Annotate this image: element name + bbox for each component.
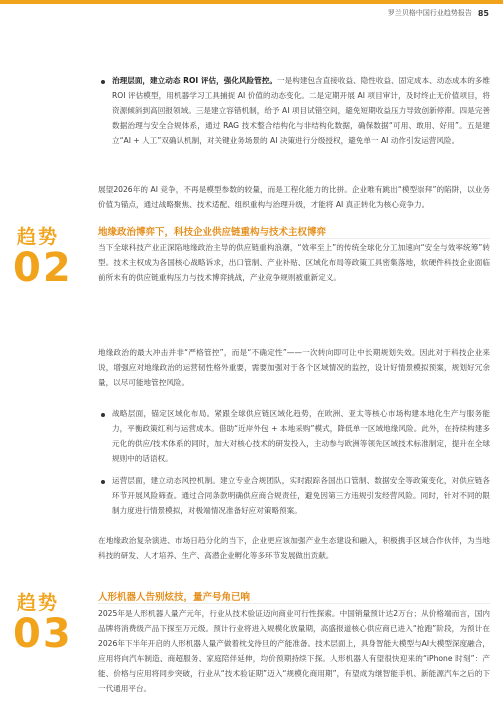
paragraph: 在地缘政治复杂演进、市场日趋分化的当下，企业更应该加强产业生态建设和融入，积极携手区域合作伙伴，为当地科技的研发、人才培养、生产、高潜企业孵化等多环节发展做出贡献。 (98, 536, 490, 560)
bullet-heading: 治理层面，建立动态 ROI 评估，强化风险管控。 (112, 76, 277, 85)
paragraph: 地缘政治的最大冲击并非“严格管控”，而是“不确定性”——一次转向即可让中长期规划失效。因此对于科技企业来说，增强应对地缘政治的运营韧性格外重要，需要加强对于各个区域情况的监控，设计好情景模拟预案，规划好冗余量，以尽可能地管控风险。 (98, 348, 490, 387)
section-title: 地缘政治博弈下，科技企业供应链重构与技术主权博弈 (98, 227, 327, 238)
trend-label: 趋势 (17, 592, 60, 614)
outlook-paragraph: 展望2026年的 AI 竞争，不再是模型参数的较量，而是工程化能力的比拼。企业唯有跳出“模型崇拜”的陷阱，以业务价值为锚点，通过战略聚焦、技术适配、组织重构与治理升级，才能将 AI 真正转化为核心竞争力。 (98, 185, 490, 209)
page-number: 85 (477, 8, 489, 18)
bullet-dot (101, 480, 105, 484)
strategy-bullet: 战略层面，锚定区域化布局。紧跟全球供应链区域化趋势，在欧洲、亚太等核心市场构建本地化生产与服务能力，平衡政策红利与运营成本。借助“近岸外包 + 本地采购”模式，降低单一区域地缘风险。此外，在持续构建多元化的供应/技术体系的同时，加大对核心技术的研发投入，主动参与欧洲等领先区域技术标准制定，提升在全球规则中的话语权。 (112, 409, 490, 463)
trend-number: 02 (13, 245, 73, 291)
trend-label: 趋势 (17, 226, 60, 248)
section-divider (98, 238, 490, 239)
operations-bullet: 运营层面，建立动态风控机制。建立专业合规团队，实时跟踪各国出口管制、数据安全等政策变化，对供应链各环节开展风险筛查。通过合同条款明确供应商合规责任，避免因第三方违规引发经营风险。同时，针对不同的限制力度进行情景模拟，对极端情况准备好应对策略预案。 (112, 476, 490, 515)
paragraph: 当下全球科技产业正深陷地缘政治主导的供应链重构浪潮，“效率至上”的传统全球化分工加速向“安全与效率统筹”转型。技术主权成为各国核心战略诉求，出口管制、产业补贴、区域化布局等政策工具密集落地，软硬件科技企业面临前所未有的供应链重构压力与技术博弈挑战，产业竞争规则被重新定义。 (98, 243, 490, 282)
paragraph: 2025年是人形机器人量产元年，行业从技术验证迈向商业可行性探索。中国销量预计达2万台；从价格端而言，国内品牌将消费级产品下探至万元级。预计行业将进入规模化放量期，高盛报道核心供应商已进入“抢跑”阶段，为预计在2026年下半年开启的人形机器人量产做着枕戈待旦的产能准备。技术层面上，具身智能大模型与AI大模型深度融合，应用将向汽车制造、商超服务、家庭陪伴延伸，均价预期持续下探。人形机器人有望很快迎来的“iPhone 时刻”：产能、价格与应用将同步突破，行业从“技术验证期”迈入“规模化商用期”，有望成为继智能手机、新能源汽车之后的下一代通用平台。 (98, 609, 490, 693)
governance-bullet (112, 73, 490, 148)
bullet-body: 一是构建包含直接收益、隐性收益、固定成本、动态成本的多维 ROI 评估模型，用机器学习工具捕捉 AI 价值的动态变化。二是定期开展 AI 项目审计，及时终止无价值项目，将资源倾斜到高回报领域。三是建立容错机制，给予 AI 项目试错空间，避免短期收益压力导致创新停滞。四是完善数据治理与安全合规体系，通过 RAG 技术整合结构化与非结构化数据，确保数据“可用、敢用、好用”。五是建立“AI + 人工”双确认机制，对关键业务场景的 AI 决策进行分级授权，避免单一 AI 动作引发运营风险。 (112, 76, 490, 145)
page-header (388, 8, 489, 18)
report-title: 罗兰贝格中国行业趋势报告 (387, 9, 472, 17)
bullet-dot (101, 80, 105, 84)
trend-number: 03 (13, 611, 73, 657)
section-title: 人形机器人告别炫技，量产号角已响 (98, 592, 251, 603)
top-accent-bar (0, 0, 503, 4)
section-divider (98, 603, 490, 604)
bullet-dot (101, 413, 105, 417)
